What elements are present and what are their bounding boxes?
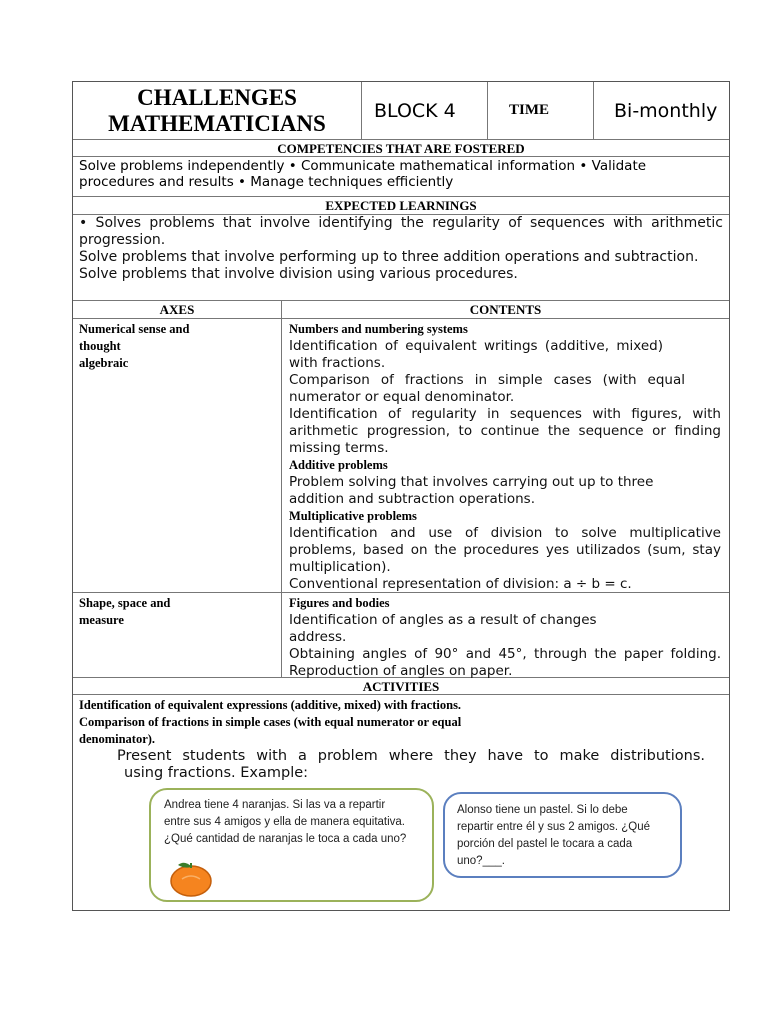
activity-bold-line: denominator).: [79, 732, 156, 746]
axes-heading: AXES: [159, 302, 195, 317]
example-card-cake: [443, 792, 682, 878]
bullet-marker-icon: [103, 748, 117, 765]
axis-name-cell: [73, 593, 282, 677]
axis-contents-cell: [282, 593, 729, 677]
learning-item: Solve problems that involve division using various procedures.: [79, 266, 518, 282]
competencies-text: Solve problems independently • Communicate mathematical information • Validate procedures and results • Manage techniques efficiently: [79, 158, 647, 190]
time-label: TIME: [509, 102, 550, 118]
card-line: porción del pastel le tocara a cada: [457, 838, 633, 850]
section-title: Additive problems: [289, 458, 388, 472]
axis-contents-cell: [282, 319, 729, 592]
content-paragraph: Identification and use of division to solve multiplicative problems, based on the procedures yes utilizados (sum, stay multiplication).: [289, 525, 721, 575]
answer-blank: ___.: [482, 855, 505, 867]
learnings-heading: EXPECTED LEARNINGS: [325, 198, 477, 213]
period-label: Bi-monthly: [614, 99, 718, 122]
orange-icon: [169, 859, 215, 897]
learning-item: • Solves problems that involve identifying the regularity of sequences with arithmetic progression.: [79, 215, 723, 248]
card-line: repartir entre él y sus 2 amigos. ¿Qué: [457, 821, 651, 833]
activity-bold-line: Identification of equivalent expressions (additive, mixed) with fractions.: [79, 698, 462, 712]
title-line-1: CHALLENGES: [137, 84, 297, 110]
axis-name-line: thought: [79, 339, 121, 353]
activities-heading: ACTIVITIES: [362, 678, 440, 694]
activities-heading-row: [73, 678, 729, 695]
competencies-heading-row: [73, 140, 729, 157]
card-line: uno?: [457, 855, 483, 867]
learnings-row: [73, 215, 729, 301]
contents-head-cell: [282, 301, 729, 318]
axis-row-shape-space: [73, 593, 729, 678]
block-label: BLOCK 4: [374, 99, 456, 122]
section-title: Multiplicative problems: [289, 509, 417, 523]
title-cell: [73, 82, 362, 139]
section-title: Numbers and numbering systems: [289, 322, 468, 336]
title-line-2: MATHEMATICIANS: [108, 110, 326, 136]
time-cell: [488, 82, 594, 139]
activity-bold-line: Comparison of fractions in simple cases (with equal numerator or equal: [79, 715, 462, 729]
block-cell: [362, 82, 488, 139]
card-line: Alonso tiene un pastel. Si lo debe: [457, 804, 628, 816]
bullet-text: Present students with a problem where they have to make distributions.: [117, 748, 705, 764]
axis-name-line: Shape, space and: [79, 596, 171, 610]
content-paragraph: Comparison of fractions in simple cases (with equal numerator or equal denominator.: [289, 372, 685, 405]
axis-name-line: measure: [79, 613, 124, 627]
activities-body: [73, 695, 729, 911]
card-line: Andrea tiene 4 naranjas. Si las va a repartir: [164, 799, 386, 811]
content-paragraph: Identification of regularity in sequences with figures, with arithmetic progression, to continue the sequence or finding missing terms.: [289, 406, 721, 456]
content-paragraph: Problem solving that involves carrying out up to three addition and subtraction operations.: [289, 474, 654, 507]
planning-sheet: [72, 81, 730, 911]
content-paragraph: Identification of angles as a result of changes address.: [289, 612, 597, 645]
content-paragraph: Identification of equivalent writings (additive, mixed) with fractions.: [289, 338, 663, 371]
competencies-heading: COMPETENCIES THAT ARE FOSTERED: [277, 140, 525, 156]
axis-name-cell: [73, 319, 282, 592]
section-title: Figures and bodies: [289, 596, 390, 610]
card-line: ¿Qué cantidad de naranjas le toca a cada uno?: [164, 833, 407, 845]
axis-name-line: Numerical sense and: [79, 322, 190, 336]
content-paragraph: Obtaining angles of 90° and 45°, through the paper folding. Reproduction of angles on paper.: [289, 646, 721, 679]
learning-item: Solve problems that involve performing up to three addition operations and subtraction.: [79, 249, 699, 265]
example-card-oranges: [149, 788, 434, 902]
card-line: entre sus 4 amigos y ella de manera equitativa.: [164, 816, 405, 828]
table-head-row: [73, 301, 729, 319]
header-row: [73, 82, 729, 140]
competencies-row: [73, 157, 729, 197]
axis-name-line: algebraic: [79, 356, 129, 370]
period-cell: [594, 82, 729, 139]
activity-bullet-line: [103, 748, 705, 765]
learnings-heading-row: [73, 197, 729, 215]
contents-heading: CONTENTS: [469, 302, 542, 317]
bullet-text-continuation: using fractions. Example:: [124, 765, 309, 781]
content-paragraph: Conventional representation of division: a ÷ b = c.: [289, 576, 632, 592]
axis-row-number-sense: [73, 319, 729, 593]
axes-head-cell: [73, 301, 282, 318]
